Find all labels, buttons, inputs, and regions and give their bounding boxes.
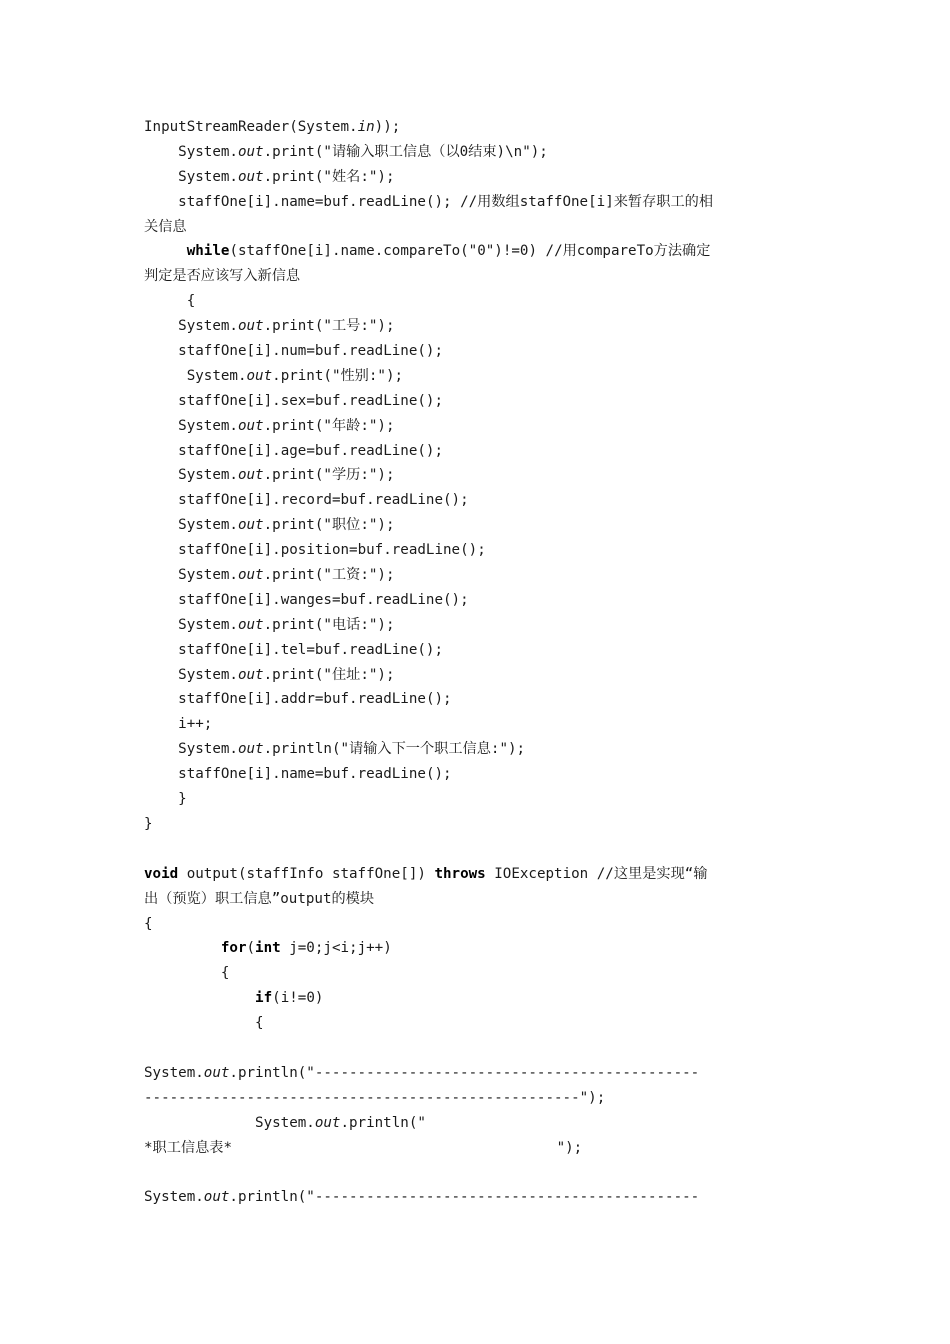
code-line: System.out.print("请输入职工信息（以0结束)\n"); [178, 143, 548, 160]
code-line: staffOne[i].name=buf.readLine(); [178, 766, 452, 783]
code-line: System.out.print("住址:"); [178, 666, 395, 683]
code-line: System.out.print("性别:"); [186, 367, 404, 384]
code-line: staffOne[i].age=buf.readLine(); [178, 442, 444, 459]
code-line: 出（预览）职工信息”output的模块 [144, 890, 375, 907]
code-line: { [144, 965, 230, 982]
code-line: System.out.print("学历:"); [178, 467, 395, 484]
code-line: if(i!=0) [255, 990, 324, 1007]
code-line: System.out.print("工资:"); [178, 567, 395, 584]
code-line: staffOne[i].record=buf.readLine(); [178, 492, 469, 509]
code-line: staffOne[i].tel=buf.readLine(); [178, 641, 444, 658]
code-line: staffOne[i].position=buf.readLine(); [178, 542, 486, 559]
code-line: 判定是否应该写入新信息 [144, 268, 301, 285]
code-line: staffOne[i].sex=buf.readLine(); [178, 392, 444, 409]
code-line: System.out.println(" [255, 1114, 426, 1131]
code-line [144, 1160, 814, 1185]
code-line: InputStreamReader(System.in)); [144, 119, 401, 135]
code-line: ---------------------------------------------------"); [144, 1089, 606, 1106]
code-line: System.out.print("电话:"); [178, 616, 395, 633]
code-line: System.out.print("年龄:"); [178, 417, 395, 434]
code-line: { [144, 915, 153, 932]
code-line: staffOne[i].addr=buf.readLine(); [178, 691, 452, 708]
code-line: for(int j=0;j<i;j++) [220, 940, 392, 957]
code-line: } [144, 791, 187, 808]
code-line: System.out.print("工号:"); [178, 318, 395, 335]
code-line: System.out.println("--------------------------------------------- [144, 1064, 700, 1081]
code-line: while(staffOne[i].name.compareTo("0")!=0) //用compareTo方法确定 [186, 243, 711, 260]
code-line: *职工信息表* "); [144, 1139, 583, 1156]
code-line: } [144, 815, 153, 832]
code-line: void output(staffInfo staffOne[]) throws IOException //这里是实现“输 [144, 865, 708, 882]
code-line: staffOne[i].name=buf.readLine(); //用数组staffOne[i]来暂存职工的相 [178, 193, 714, 210]
code-line: i++; [178, 716, 213, 733]
code-listing [144, 115, 814, 1210]
code-line: System.out.println("请输入下一个职工信息:"); [178, 741, 526, 758]
code-line: System.out.println("--------------------------------------------- [144, 1189, 700, 1206]
code-line: { [144, 293, 196, 310]
code-line: staffOne[i].num=buf.readLine(); [178, 343, 444, 360]
code-line: 关信息 [144, 218, 187, 235]
code-line: System.out.print("姓名:"); [178, 168, 395, 185]
code-line: staffOne[i].wanges=buf.readLine(); [178, 591, 469, 608]
code-line: System.out.print("职位:"); [178, 517, 395, 534]
code-line: { [144, 1015, 264, 1032]
code-line [144, 1036, 814, 1061]
code-line [144, 837, 814, 862]
